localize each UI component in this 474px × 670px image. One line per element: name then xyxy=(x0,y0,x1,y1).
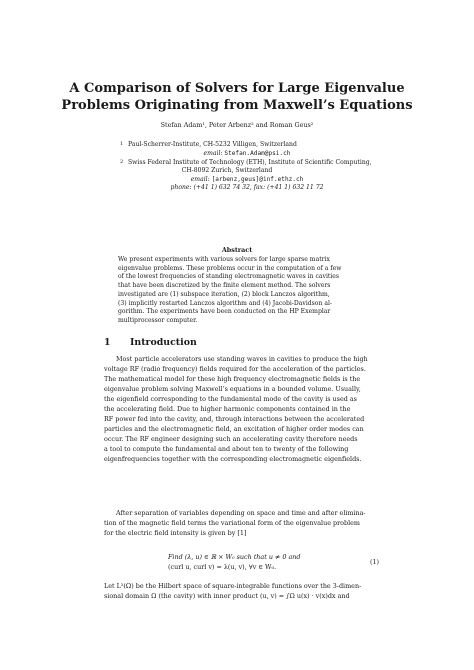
text-line: voltage RF (radio frequency) fields required for the acceleration of the particles. xyxy=(104,365,366,373)
affiliation-1-email xyxy=(128,150,366,159)
text-line: Most particle accelerators use standing waves in cavities to produce the high xyxy=(116,355,368,363)
title-line: A Comparison of Solvers for Large Eigenvalue xyxy=(69,81,405,96)
paper-title xyxy=(40,80,434,114)
author-list: Stefan Adam¹, Peter Arbenz² and Roman Geus² xyxy=(160,121,314,129)
abstract-line: gorithm. The experiments have been conducted on the HP Exemplar xyxy=(118,308,331,316)
phone-number: phone: (+41 1) 632 74 32, xyxy=(170,184,252,191)
email-label: email: xyxy=(190,175,210,183)
abstract-heading: Abstract xyxy=(221,246,253,254)
text-line: sional domain Ω (the cavity) with inner product (u, v) = ∫Ω u(x) · v(x)dx and xyxy=(104,592,350,600)
text-line: eigenvalue problem solving Maxwell’s equations in a bounded volume. Usually, xyxy=(104,385,361,393)
equation-number: (1) xyxy=(370,558,380,566)
text-line: the accelerating field. Due to higher harmonic components contained in the xyxy=(104,405,351,413)
section-number: 1 xyxy=(104,337,111,348)
affiliation-line: CH-8092 Zurich, Switzerland xyxy=(181,167,273,174)
abstract-line: that have been discretized by the finite element method. The solvers xyxy=(118,282,331,290)
text-line: RF power fed into the cavity, and, through interactions between the accelerated xyxy=(104,415,365,423)
equation-line: (curl u, curl v) = λ(u, v), ∀v ∈ W₀. xyxy=(168,563,277,571)
affiliation-line: Swiss Federal Institute of Technology (ETH), Institute of Scientific Computing, xyxy=(128,158,372,166)
title-line: Problems Originating from Maxwell’s Equations xyxy=(61,98,413,113)
affiliation-2-email xyxy=(128,176,366,185)
abstract-line: multiprocessor computer. xyxy=(118,316,198,324)
affiliation-1 xyxy=(120,141,428,150)
email-label: email: xyxy=(203,149,223,157)
abstract-line: eigenvalue problems. These problems occur in the computation of a few xyxy=(118,264,342,272)
intro-paragraph-2 xyxy=(104,508,380,538)
text-line: the eigenfield corresponding to the fundamental mode of the cavity is used as xyxy=(104,395,357,403)
equation-line: Find (λ, u) ∈ ℝ × W₀ such that u ≠ 0 and xyxy=(168,553,301,561)
abstract-line: investigated are (1) subspace iteration, (2) block Lanczos algorithm, xyxy=(118,290,330,298)
text-line: occur. The RF engineer designing such an accelerating cavity therefore needs xyxy=(104,435,358,443)
abstract-line: of the lowest frequencies of standing electromagnetic waves in cavities xyxy=(118,273,340,281)
intro-paragraph-1 xyxy=(104,354,380,464)
email-address: Stefan.Adam@psi.ch xyxy=(224,149,291,157)
text-line: The mathematical model for these high frequency electromagnetic fields is the xyxy=(104,375,361,383)
abstract-body xyxy=(118,256,364,326)
abstract-line: We present experiments with various solvers for large sparse matrix xyxy=(118,256,330,263)
intro-paragraph-3 xyxy=(104,581,380,601)
text-line: Let L²(Ω) be the Hilbert space of square-integrable functions over the 3-dimen- xyxy=(104,582,362,590)
affiliation-number: 1 xyxy=(120,141,124,147)
fax-number: fax: (+41 1) 632 11 72 xyxy=(253,184,324,191)
affiliation-number: 2 xyxy=(120,158,124,165)
text-line: for the electric field intensity is given by [1] xyxy=(104,529,247,537)
affiliation-2-contact xyxy=(128,184,366,193)
email-address: [arbenz,geus]@inf.ethz.ch xyxy=(211,175,304,183)
affiliation-2-city xyxy=(128,167,326,176)
text-line: tion of the magnetic field terms the variational form of the eigenvalue problem xyxy=(104,519,360,527)
affiliation-line: Paul-Scherrer-Institute, CH-5232 Villigen, Switzerland xyxy=(128,141,297,148)
text-line: After separation of variables depending on space and time and after elimina- xyxy=(116,509,366,517)
text-line: a tool to compute the fundamental and about ten to twenty of the following xyxy=(104,445,349,453)
section-heading xyxy=(104,337,197,348)
section-title: Introduction xyxy=(130,337,197,348)
abstract-line: (3) implicitly restarted Lanczos algorithm and (4) Jacobi-Davidson al- xyxy=(118,299,332,307)
text-line: particles and the electromagnetic field, an excitation of higher order modes can xyxy=(104,425,364,433)
text-line: eigenfrequencies together with the corresponding electromagnetic eigenfields. xyxy=(104,455,362,463)
affiliation-2 xyxy=(120,158,438,168)
